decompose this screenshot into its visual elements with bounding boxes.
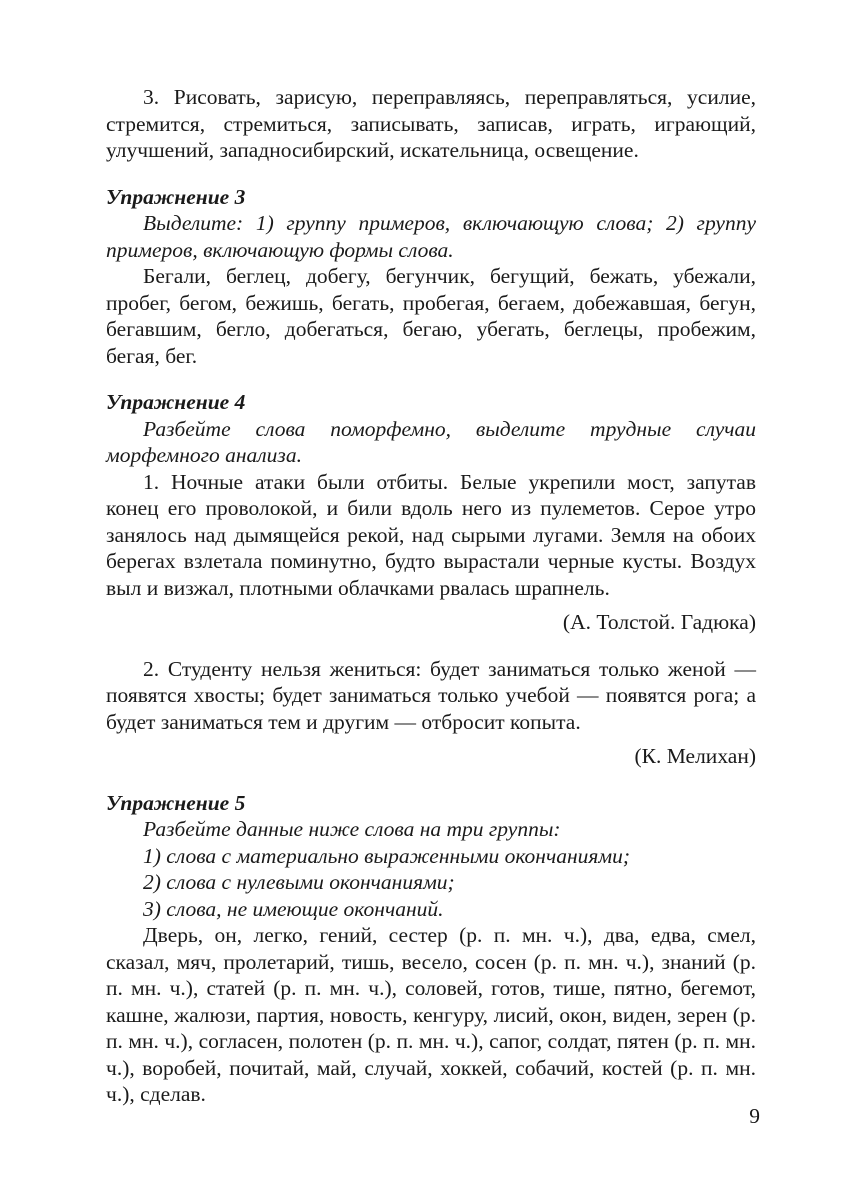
exercise-4-source-1: (А. Толстой. Гадюка) — [562, 610, 756, 634]
exercise-4-text-2: 2. Студенту нельзя жениться: будет заниматься только женой — появятся хвосты; будет заниматься только учебой — появятся рога; а будет заниматься тем и другим — отбросит копыта. — [106, 656, 756, 734]
exercise-5-task: Разбейте данные ниже слова на три группы: — [143, 817, 561, 841]
exercise-3-task: Выделите: 1) группу примеров, включающую слова; 2) группу примеров, включающую формы слова. — [106, 211, 756, 262]
exercise-4-task: Разбейте слова поморфемно, выделите трудные случаи морфемного анализа. — [106, 416, 756, 467]
exercise-4-source-2: (К. Мелихан) — [634, 744, 756, 768]
exercise-4-text-1: 1. Ночные атаки были отбиты. Белые укрепили мост, запутав конец его проволокой, и били вдоль него из пулеметов. Серое утро занялось над дымящейся рекой, над сырыми лугами. Земля на обоих берегах взлетала поминутно, будто вырастали черные кусты. Воздух выл и визжал, плотными облачками рвалась шрапнель. — [106, 469, 756, 600]
exercise-5-item-3: 3) слова, не имеющие окончаний. — [143, 896, 444, 921]
exercise-5-body: Дверь, он, легко, гений, сестер (р. п. мн. ч.), два, едва, смел, сказал, мяч, пролетарий, тишь, весело, сосен (р. п. мн. ч.), знаний (р. п. мн. ч.), статей (р. п. мн. ч.), соловей, готов, тише, пятно, бегемот, кашне, жалюзи, партия, новость, кенгуру, лисий, окон, виден, зерен (р. п. мн. ч.), согласен, полотен (р. п. мн. ч.), сапог, солдат, пятен (р. п. мн. ч.), воробей, почитай, май, случай, хоккей, собачий, костей (р. п. мн. ч.), сделав. — [106, 923, 756, 1106]
part3-text: 3. Рисовать, зарисую, переправляясь, переправляться, усилие, стремится, стремиться, записывать, записав, играть, играющий, улучшений, западносибирский, искательница, освещение. — [106, 85, 756, 162]
page-content — [106, 84, 756, 1108]
exercise-5-item-2: 2) слова с нулевыми окончаниями; — [143, 870, 455, 894]
exercise-4-heading: Упражнение 4 — [106, 390, 246, 414]
page-number: 9 — [749, 1104, 760, 1128]
exercise-3-body: Бегали, беглец, добегу, бегунчик, бегущий, бежать, убежали, пробег, бегом, бежишь, бегать, пробегая, бегаем, добежавшая, бегун, бегавшим, бегло, добегаться, бегаю, убегать, беглецы, пробежим, бегая, бег. — [106, 264, 756, 368]
exercise-5-heading: Упражнение 5 — [106, 790, 246, 815]
exercise-5-item-1: 1) слова с материально выраженными окончаниями; — [143, 843, 631, 868]
exercise-3-heading: Упражнение 3 — [106, 184, 246, 209]
